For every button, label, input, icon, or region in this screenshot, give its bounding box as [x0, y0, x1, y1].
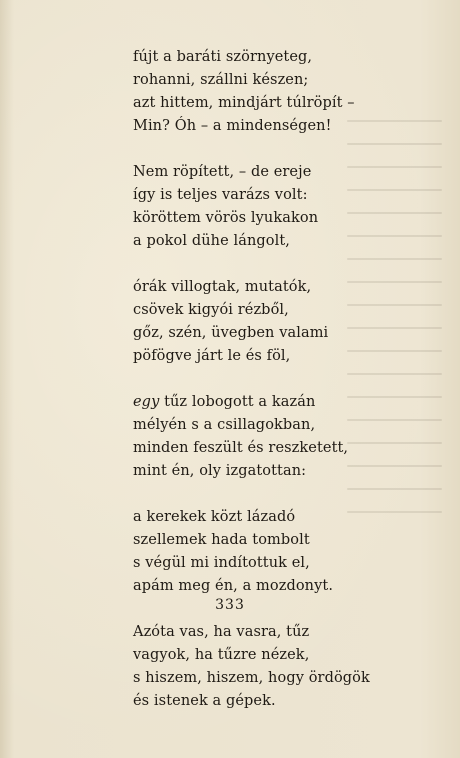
- poem-line: Min? Óh – a mindenségen!: [133, 118, 332, 134]
- poem-line: egy tűz lobogott a kazán: [133, 394, 316, 410]
- poem-line: és istenek a gépek.: [133, 693, 276, 709]
- poem-line: csövek kigyói rézből,: [133, 302, 289, 318]
- stanza-2: [133, 161, 370, 253]
- poem-line: azt hittem, mindjárt túlröpít –: [133, 95, 355, 111]
- poem-line: szellemek hada tombolt: [133, 532, 310, 548]
- poem-line: s végül mi indítottuk el,: [133, 555, 310, 571]
- poem-line: minden feszült és reszketett,: [133, 440, 349, 456]
- poem-line: köröttem vörös lyukakon: [133, 210, 319, 226]
- stanza-3: [133, 276, 370, 368]
- stanza-6: [133, 621, 370, 713]
- poem-line: mint én, oly izgatottan:: [133, 463, 307, 479]
- poem-line: fújt a baráti szörnyeteg,: [133, 49, 313, 65]
- poem-line: vagyok, ha tűzre nézek,: [133, 647, 310, 663]
- stanza-5: [133, 506, 370, 598]
- page-number: 333: [215, 597, 245, 613]
- poem-line: Nem röpített, – de ereje: [133, 164, 312, 180]
- poem-line: Azóta vas, ha vasra, tűz: [133, 624, 310, 640]
- poem-line: rohanni, szállni készen;: [133, 72, 309, 88]
- poem-line: s hiszem, hiszem, hogy ördögök: [133, 670, 370, 686]
- poem-line: apám meg én, a mozdonyt.: [133, 578, 334, 594]
- poem-line: pöfögve járt le és föl,: [133, 348, 291, 364]
- poem-line: a kerekek közt lázadó: [133, 509, 296, 525]
- poem-line: így is teljes varázs volt:: [133, 187, 308, 203]
- stanza-1: [133, 46, 370, 138]
- poem-line: gőz, szén, üvegben valami: [133, 325, 329, 341]
- poem-line: órák villogtak, mutatók,: [133, 279, 312, 295]
- poem-line: a pokol dühe lángolt,: [133, 233, 290, 249]
- stanza-4: [133, 391, 370, 483]
- poem: [133, 46, 370, 736]
- poem-line: mélyén s a csillagokban,: [133, 417, 316, 433]
